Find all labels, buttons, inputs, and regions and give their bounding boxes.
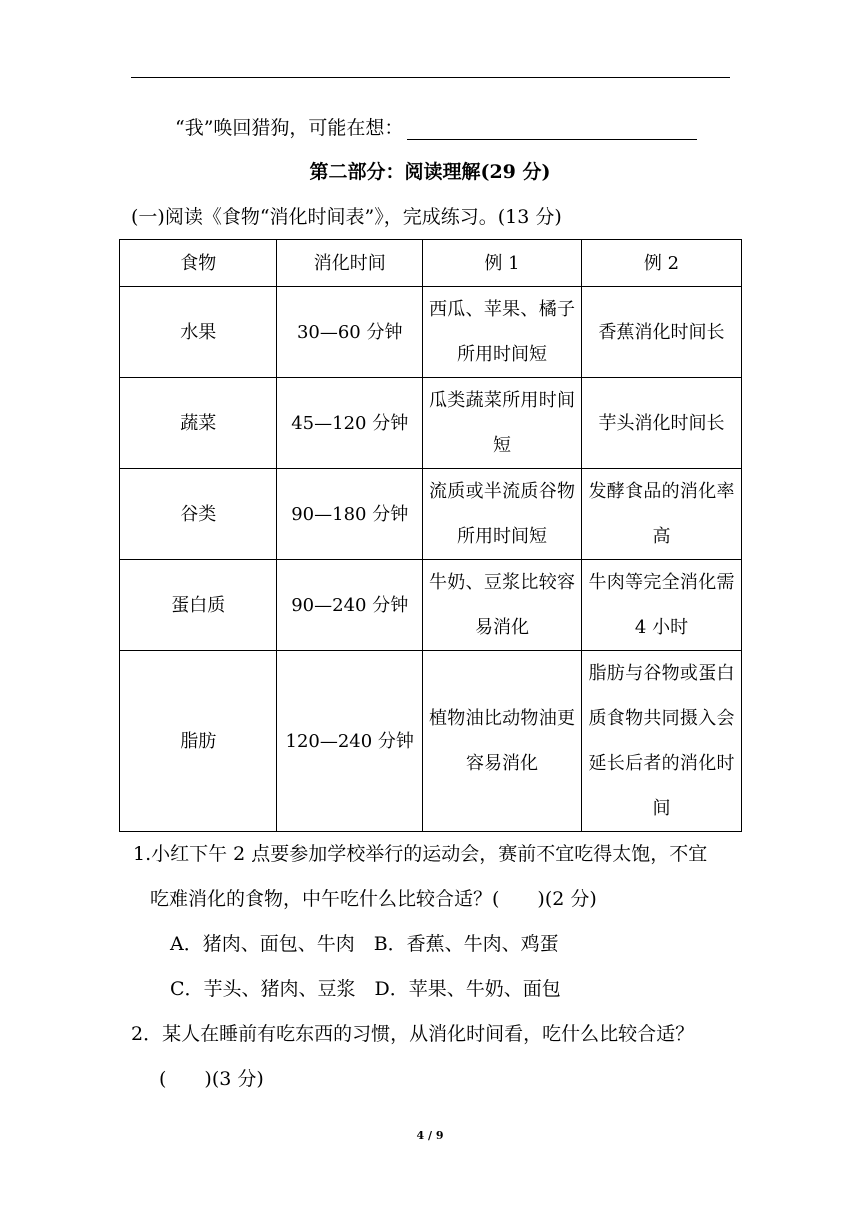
table-header-row [120, 240, 742, 287]
cell-example-1 [423, 469, 582, 560]
cell-example-2-text: 发酵食品的消化率高 [588, 481, 735, 547]
cell-food: 谷类 [120, 469, 277, 560]
table-row [120, 287, 742, 378]
section-heading: 第二部分：阅读理解(29 分) [309, 161, 551, 183]
cell-example-2-text: 香蕉消化时间长 [598, 321, 725, 343]
cell-example-2-text: 芋头消化时间长 [598, 412, 725, 434]
answer-blank[interactable] [407, 119, 697, 140]
cell-example-1 [423, 287, 582, 378]
header-example-1: 例 1 [423, 240, 582, 287]
page-number: 4 / 9 [416, 1129, 444, 1142]
table-row [120, 469, 742, 560]
question-1-line-1: 1.小红下午 2 点要参加学校举行的运动会，赛前不宜吃得太饱，不宜 [133, 843, 708, 865]
top-rule [131, 77, 730, 78]
intro-line [175, 116, 697, 140]
intro-text: “我”唤回猎狗，可能在想： [175, 117, 404, 139]
cell-example-2 [582, 560, 742, 651]
table-row [120, 378, 742, 469]
question-2-line-1: 2．某人在睡前有吃东西的习惯，从消化时间看，吃什么比较合适？ [131, 1023, 695, 1045]
cell-example-1 [423, 651, 582, 832]
question-1-line-2: 吃难消化的食物，中午吃什么比较合适？( )(2 分) [150, 888, 597, 910]
cell-example-1-text: 瓜类蔬菜所用时间短 [429, 390, 575, 456]
digestion-table [119, 239, 742, 832]
table-row [120, 560, 742, 651]
cell-example-1-text: 牛奶、豆浆比较容易消化 [429, 572, 575, 638]
cell-time: 90—180 分钟 [277, 469, 423, 560]
question-2-line-2: ( )(3 分) [159, 1068, 264, 1090]
cell-time: 30—60 分钟 [277, 287, 423, 378]
cell-example-1-text: 植物油比动物油更容易消化 [429, 708, 575, 774]
cell-example-2 [582, 469, 742, 560]
cell-example-2 [582, 287, 742, 378]
cell-time: 45—120 分钟 [277, 378, 423, 469]
cell-food: 脂肪 [120, 651, 277, 832]
header-example-2: 例 2 [582, 240, 742, 287]
header-time: 消化时间 [277, 240, 423, 287]
reading-title: (一)阅读《食物“消化时间表”》，完成练习。(13 分) [131, 206, 562, 228]
header-food: 食物 [120, 240, 277, 287]
cell-example-2-text: 脂肪与谷物或蛋白质食物共同摄入会延长后者的消化时间 [588, 663, 735, 819]
cell-food: 蛋白质 [120, 560, 277, 651]
cell-time: 120—240 分钟 [277, 651, 423, 832]
cell-example-2-text: 牛肉等完全消化需 4 小时 [588, 572, 735, 638]
cell-example-1-text: 西瓜、苹果、橘子所用时间短 [429, 299, 575, 365]
cell-food: 水果 [120, 287, 277, 378]
cell-example-1 [423, 378, 582, 469]
cell-example-1-text: 流质或半流质谷物所用时间短 [429, 481, 575, 547]
cell-time: 90—240 分钟 [277, 560, 423, 651]
question-1-options-cd: C．芋头、猪肉、豆浆 D．苹果、牛奶、面包 [170, 978, 561, 1000]
cell-example-2 [582, 651, 742, 832]
question-1-options-ab: A．猪肉、面包、牛肉 B．香蕉、牛肉、鸡蛋 [170, 933, 559, 955]
cell-example-1 [423, 560, 582, 651]
table-row [120, 651, 742, 832]
cell-food: 蔬菜 [120, 378, 277, 469]
cell-example-2 [582, 378, 742, 469]
